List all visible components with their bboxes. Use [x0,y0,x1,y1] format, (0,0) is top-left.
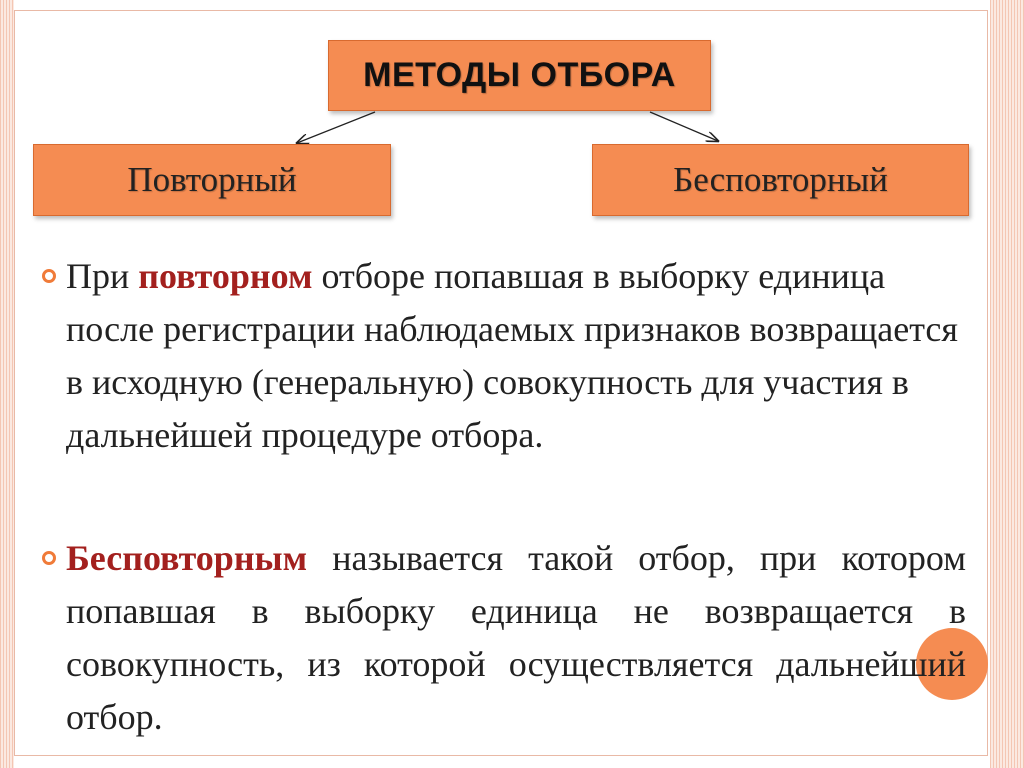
paragraph1-highlight: повторном [138,256,313,296]
slide-title: МЕТОДЫ ОТБОРА [363,56,676,94]
arrow-to-right-box [650,112,718,141]
paragraph-non-repeated [66,532,966,744]
paragraph1-after: отборе попавшая в выборку единица после регистрации наблюдаемых признаков возвращается в исходную (генеральную) совокупность для участия в дальнейшей процедуре отбора. [66,256,958,455]
arrow-to-left-box [297,112,375,143]
repeated-box [33,144,391,216]
bullet-icon [42,269,56,283]
bullet-icon [42,551,56,565]
paragraph-repeated [66,250,966,462]
paragraph2-highlight: Бесповторным [66,538,308,578]
non-repeated-label: Бесповторный [673,160,888,199]
paragraph1-before: При [66,256,139,296]
paragraph2-after: называется такой отбор, при котором попавшая в выборку единица не возвращается в совокупность, из которой осуществляется дальнейший отбор. [66,538,966,737]
repeated-label: Повторный [127,160,297,199]
non-repeated-box [592,144,969,216]
